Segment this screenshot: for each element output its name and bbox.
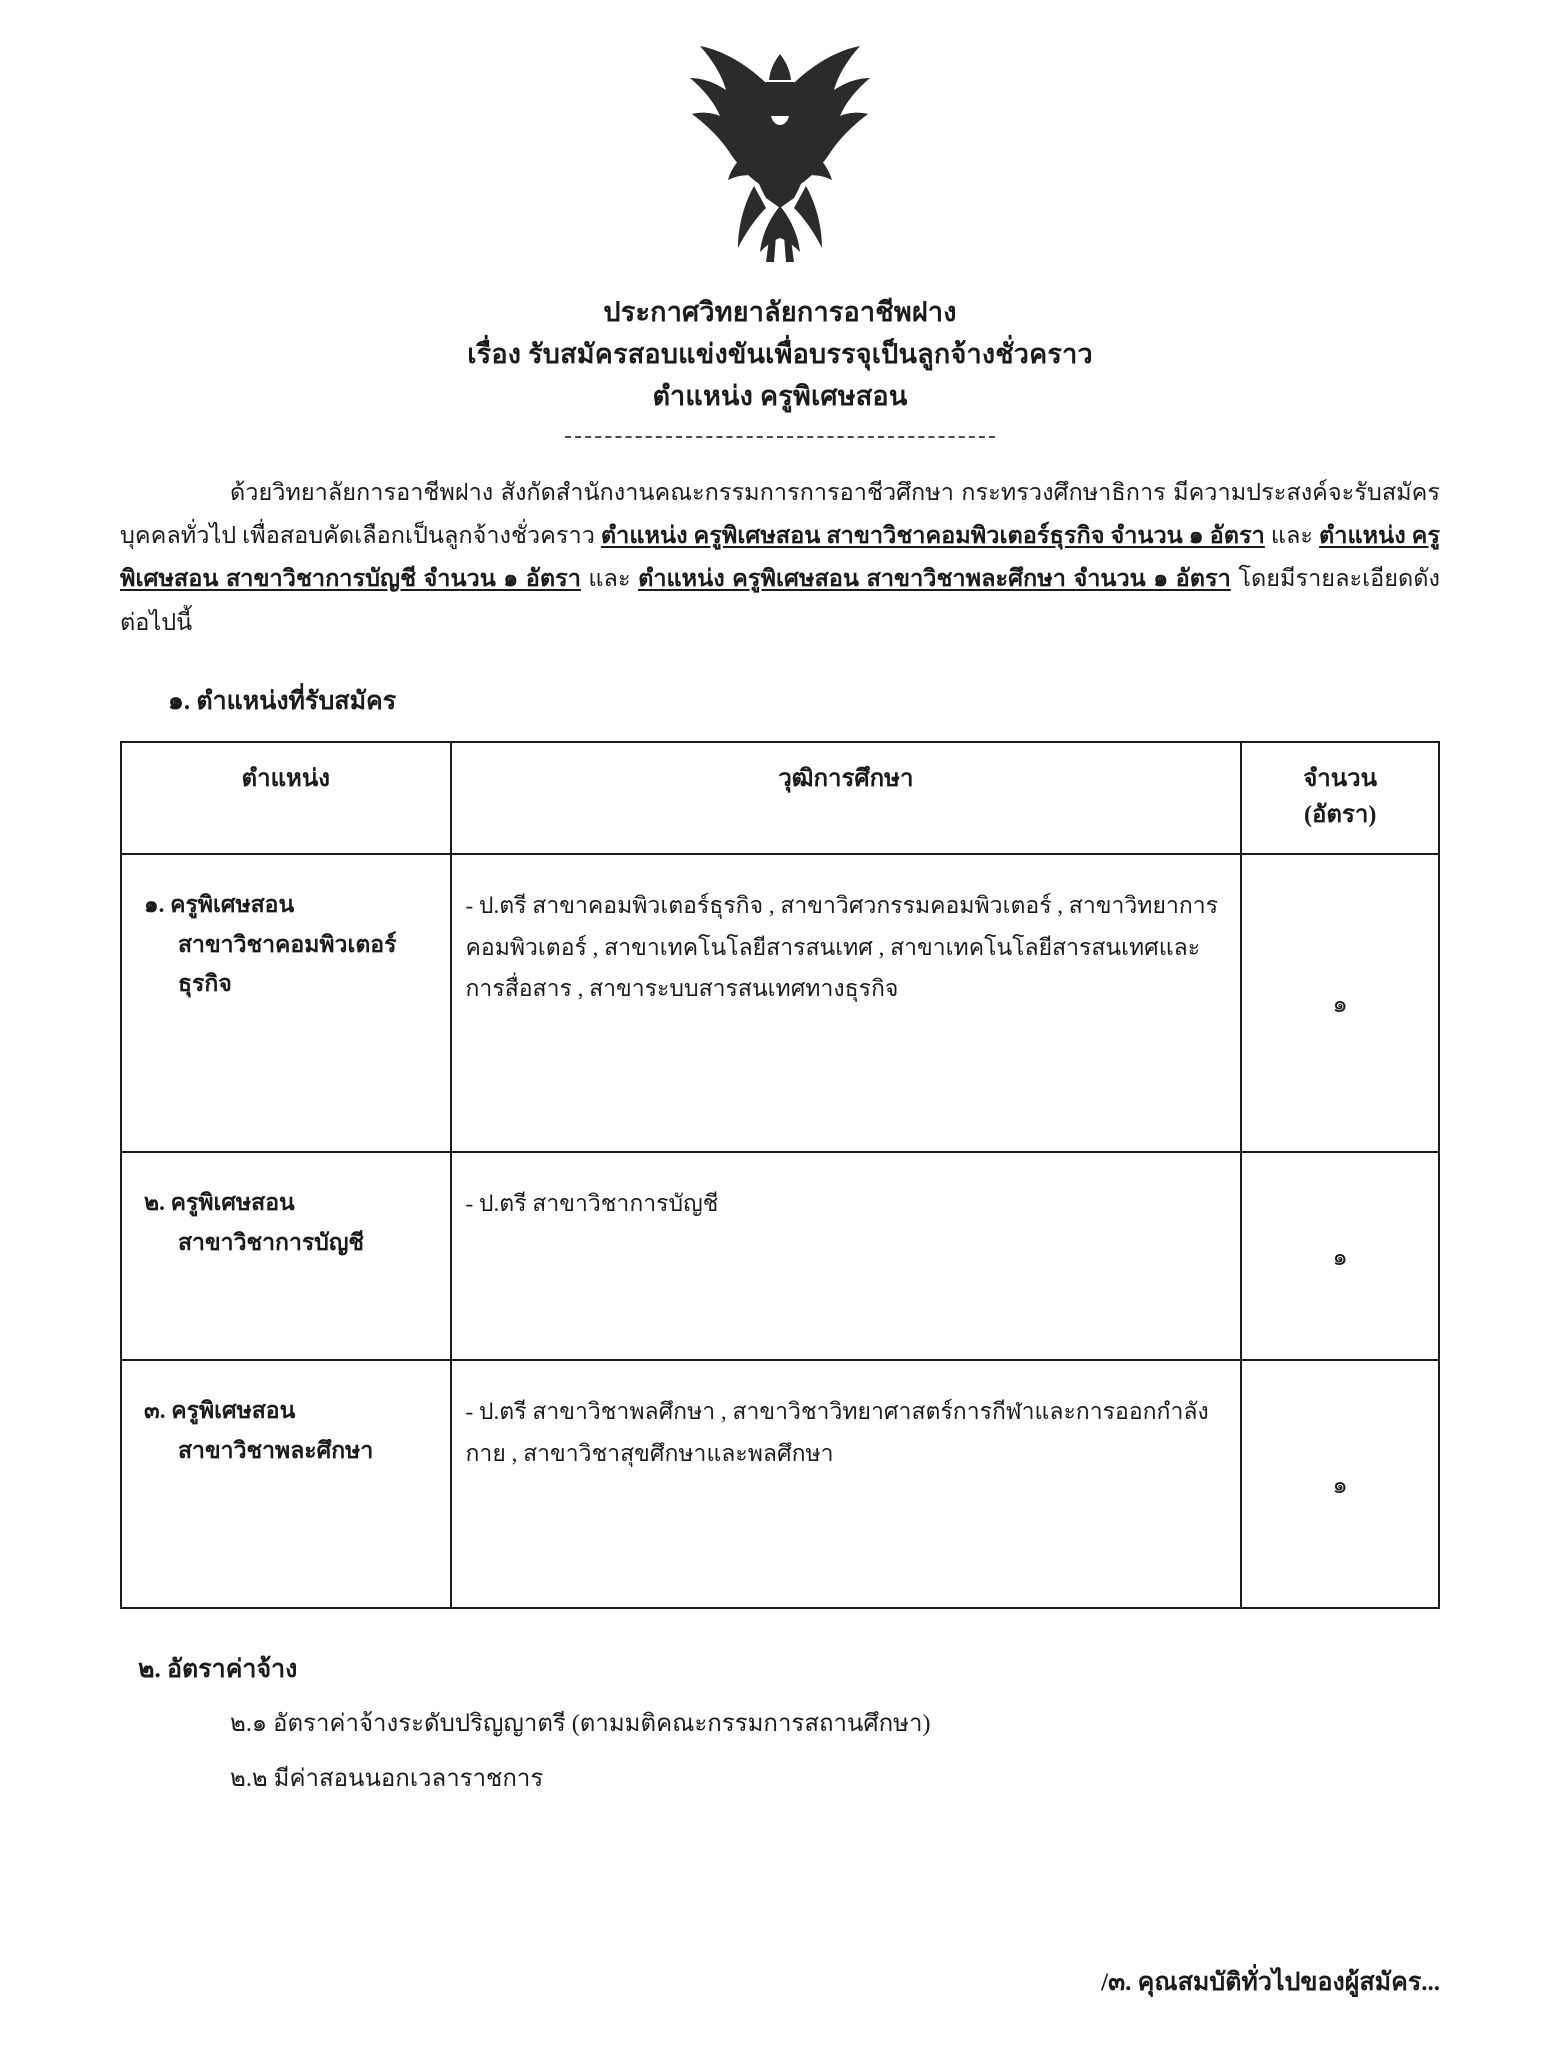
table-header-row xyxy=(121,742,1439,854)
intro-mid-1: และ xyxy=(1264,523,1320,549)
intro-underline-3: ตำแหน่ง ครูพิเศษสอน สาขาวิชาพละศึกษา จำนวน ๑ อัตรา xyxy=(638,566,1231,593)
positions-table xyxy=(120,741,1440,1609)
row-2-position xyxy=(121,1152,451,1360)
row-3-position xyxy=(121,1360,451,1608)
dashed-divider xyxy=(565,436,995,438)
section-2-item-2: ๒.๒ มีค่าสอนนอกเวลาราชการ xyxy=(230,1765,544,1792)
title-line-2: เรื่อง รับสมัครสอบแข่งขันเพื่อบรรจุเป็นลูกจ้างชั่วคราว xyxy=(467,338,1093,369)
row-3-position-line-1: ๓. ครูพิเศษสอน xyxy=(144,1398,296,1424)
row-1-position-line-1: ๑. ครูพิเศษสอน xyxy=(144,892,295,918)
row-3-qualification: - ป.ตรี สาขาวิชาพลศึกษา , สาขาวิชาวิทยาศาสตร์การกีฬาและการออกกำลังกาย , สาขาวิชาสุขศึกษาและพลศึกษา xyxy=(451,1360,1242,1608)
row-1-position-line-2: สาขาวิชาคอมพิวเตอร์ธุรกิจ xyxy=(178,931,397,996)
intro-part-1: ด้วยวิทยาลัยการอาชีพฝาง สังกัดสำนักงานคณะกรรมการการอาชีวศึกษา กระทรวงศึกษาธิการ มีความประสงค์จะรับสมัครบุคคลทั่วไป เพื่อสอบคัดเลือกเป็นลูกจ้างชั่วคราว xyxy=(120,479,1440,549)
section-1-title: ๑. ตำแหน่งที่รับสมัคร xyxy=(168,688,397,716)
header-position: ตำแหน่ง xyxy=(121,742,451,854)
row-3-position-line-2: สาขาวิชาพละศึกษา xyxy=(178,1437,374,1463)
document-heading xyxy=(120,292,1440,438)
row-2-position-line-1: ๒. ครูพิเศษสอน xyxy=(144,1190,295,1216)
row-2-qualification: - ป.ตรี สาขาวิชาการบัญชี xyxy=(451,1152,1242,1360)
header-count-line-2: (อัตรา) xyxy=(1303,802,1377,829)
row-2-position-line-2: สาขาวิชาการบัญชี xyxy=(178,1229,365,1255)
table-row xyxy=(121,1360,1439,1608)
intro-tail: โดยมีรายละเอียดดังต่อไปนี้ xyxy=(120,566,1441,636)
table-row xyxy=(121,1152,1439,1360)
table-row xyxy=(121,854,1439,1152)
header-count xyxy=(1241,742,1439,854)
row-3-count: ๑ xyxy=(1241,1360,1439,1608)
intro-underline-2: ตำแหน่ง ครูพิเศษสอน สาขาวิชาการบัญชี จำนวน ๑ อัตรา xyxy=(120,523,1441,593)
row-1-qualification: - ป.ตรี สาขาคอมพิวเตอร์ธุรกิจ , สาขาวิศวกรรมคอมพิวเตอร์ , สาขาวิทยาการคอมพิวเตอร์ , สาขาเทคโนโลยีสารสนเทศ , สาขาเทคโนโลยีสารสนเทศและการสื่อสาร , สาขาระบบสารสนเทศทางธุรกิจ xyxy=(451,854,1242,1152)
title-line-3: ตำแหน่ง ครูพิเศษสอน xyxy=(652,380,908,411)
intro-underline-1: ตำแหน่ง ครูพิเศษสอน สาขาวิชาคอมพิวเตอร์ธุรกิจ จำนวน ๑ อัตรา xyxy=(600,523,1265,549)
title-line-1: ประกาศวิทยาลัยการอาชีพฝาง xyxy=(603,297,957,327)
row-1-count: ๑ xyxy=(1241,854,1439,1152)
intro-paragraph xyxy=(120,472,1440,646)
garuda-emblem xyxy=(670,36,890,276)
section-2-title: ๒. อัตราค่าจ้าง xyxy=(138,1656,298,1684)
intro-mid-2: และ xyxy=(580,566,639,593)
header-count-line-1: จำนวน xyxy=(1303,766,1378,793)
section-2-item-1: ๒.๑ อัตราค่าจ้างระดับปริญญาตรี (ตามมติคณะกรรมการสถานศึกษา) xyxy=(230,1711,931,1738)
page-continuation-note: /๓. คุณสมบัติทั่วไปของผู้สมัคร... xyxy=(1101,1969,1440,1996)
header-qualification: วุฒิการศึกษา xyxy=(451,742,1242,854)
emblem-container xyxy=(120,36,1440,286)
row-2-count: ๑ xyxy=(1241,1152,1439,1360)
row-1-position xyxy=(121,854,451,1152)
